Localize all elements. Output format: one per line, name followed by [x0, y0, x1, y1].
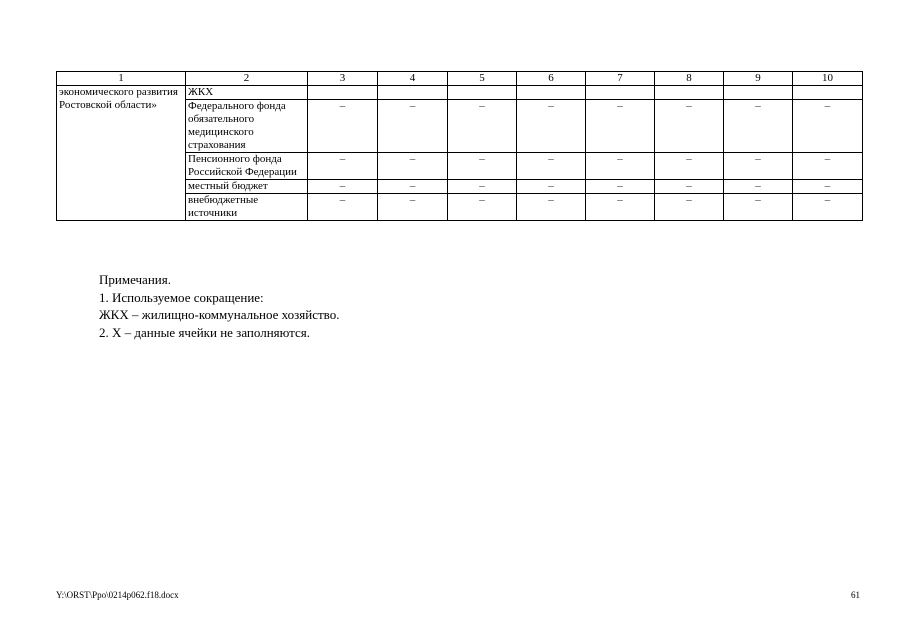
value-cell [448, 86, 517, 100]
value-cell: – [308, 153, 378, 180]
notes-title: Примечания. [99, 272, 171, 287]
header-cell: 6 [517, 72, 586, 86]
value-cell: – [448, 100, 517, 153]
header-cell: 8 [655, 72, 724, 86]
value-cell: – [308, 194, 378, 221]
value-cell: – [793, 153, 863, 180]
footer-page-number: 61 [851, 590, 860, 600]
value-cell: – [724, 194, 793, 221]
funding-source-cell: Федерального фонда обязательного медицинского страхования [186, 100, 308, 153]
value-cell: – [724, 180, 793, 194]
program-name-cell: экономического развития Ростовской области» [57, 86, 186, 221]
value-cell: – [517, 180, 586, 194]
value-cell: – [378, 100, 448, 153]
value-cell: – [655, 180, 724, 194]
value-cell: – [448, 194, 517, 221]
footer-file-path: Y:\ORST\Ppo\0214p062.f18.docx [56, 590, 179, 600]
notes-section [99, 271, 339, 341]
table-header-row [57, 72, 863, 86]
value-cell: – [586, 153, 655, 180]
value-cell: – [793, 180, 863, 194]
value-cell: – [655, 194, 724, 221]
value-cell: – [378, 180, 448, 194]
value-cell [308, 86, 378, 100]
value-cell: – [586, 100, 655, 153]
header-cell: 7 [586, 72, 655, 86]
value-cell [793, 86, 863, 100]
value-cell: – [655, 100, 724, 153]
value-cell [655, 86, 724, 100]
funding-source-cell: местный бюджет [186, 180, 308, 194]
header-cell: 5 [448, 72, 517, 86]
budget-table [56, 71, 863, 221]
value-cell [586, 86, 655, 100]
value-cell: – [378, 194, 448, 221]
funding-source-cell: внебюджетные источники [186, 194, 308, 221]
value-cell [724, 86, 793, 100]
header-cell: 4 [378, 72, 448, 86]
value-cell: – [448, 153, 517, 180]
value-cell: – [793, 194, 863, 221]
note-line: ЖКХ – жилищно-коммунальное хозяйство. [99, 307, 340, 322]
header-cell: 3 [308, 72, 378, 86]
value-cell [378, 86, 448, 100]
value-cell: – [517, 194, 586, 221]
value-cell: – [378, 153, 448, 180]
table-row [57, 86, 863, 100]
table-body [57, 72, 863, 221]
funding-source-cell: Пенсионного фонда Российской Федерации [186, 153, 308, 180]
value-cell: – [308, 100, 378, 153]
value-cell: – [308, 180, 378, 194]
note-line: 2. Х – данные ячейки не заполняются. [99, 324, 311, 340]
header-cell: 1 [57, 72, 186, 86]
value-cell: – [655, 153, 724, 180]
funding-source-cell: ЖКХ [186, 86, 308, 100]
value-cell: – [448, 180, 517, 194]
value-cell: – [517, 153, 586, 180]
value-cell [517, 86, 586, 100]
value-cell: – [517, 100, 586, 153]
value-cell: – [586, 180, 655, 194]
header-cell: 9 [724, 72, 793, 86]
value-cell: – [724, 100, 793, 153]
value-cell: – [586, 194, 655, 221]
header-cell: 2 [186, 72, 308, 86]
header-cell: 10 [793, 72, 863, 86]
value-cell: – [793, 100, 863, 153]
note-line: 1. Используемое сокращение: [99, 289, 264, 305]
value-cell: – [724, 153, 793, 180]
